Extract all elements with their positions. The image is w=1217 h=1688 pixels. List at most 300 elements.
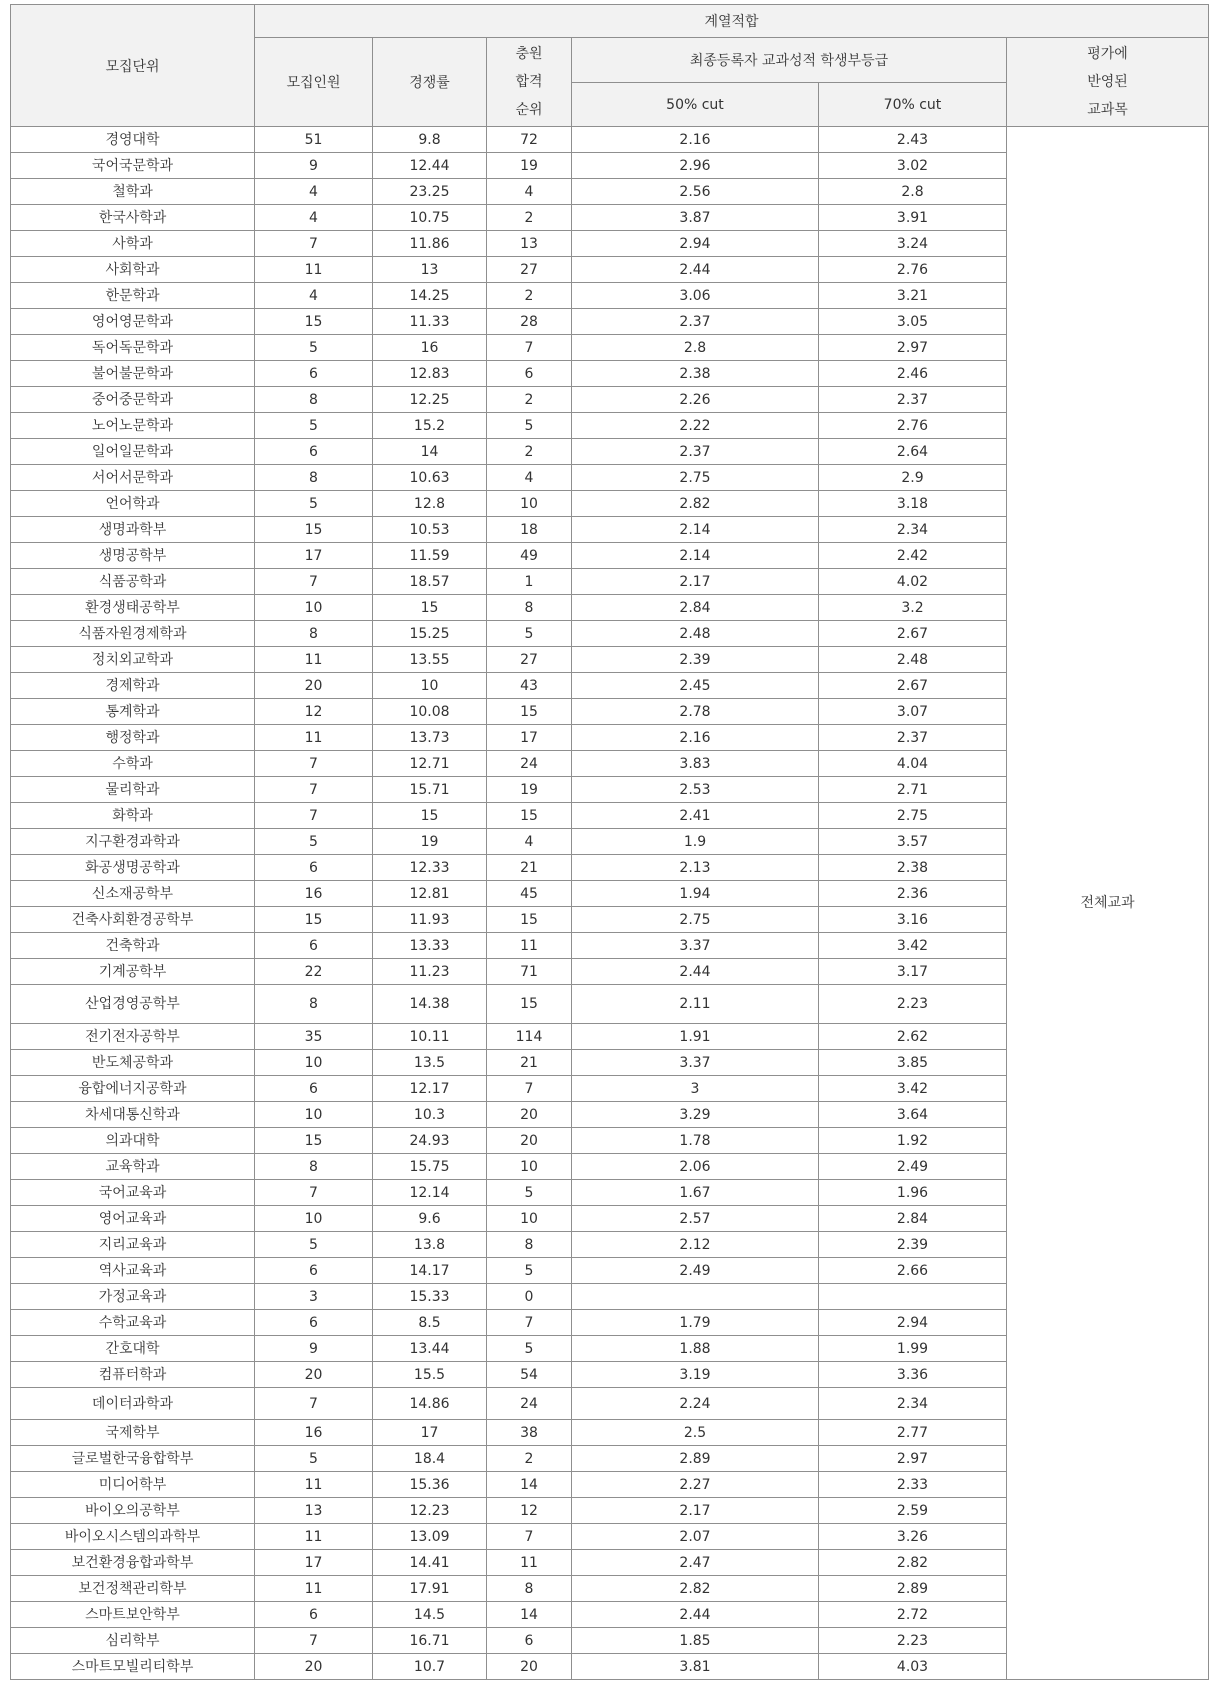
cell-waitlist-rank: 11 bbox=[487, 1550, 572, 1576]
cell-waitlist-rank: 72 bbox=[487, 127, 572, 153]
cell-unit: 한국사학과 bbox=[11, 205, 255, 231]
cell-competition: 14.17 bbox=[373, 1258, 487, 1284]
cell-waitlist-rank: 5 bbox=[487, 621, 572, 647]
cell-unit: 수학교육과 bbox=[11, 1310, 255, 1336]
cell-cut50: 2.11 bbox=[572, 985, 819, 1024]
cell-competition: 13.55 bbox=[373, 647, 487, 673]
cell-waitlist-rank: 27 bbox=[487, 257, 572, 283]
cell-waitlist-rank: 6 bbox=[487, 361, 572, 387]
cell-cut50: 2.39 bbox=[572, 647, 819, 673]
cell-capacity: 10 bbox=[255, 1102, 373, 1128]
cell-cut70: 3.24 bbox=[819, 231, 1007, 257]
cell-competition: 13.5 bbox=[373, 1050, 487, 1076]
cell-unit: 한문학과 bbox=[11, 283, 255, 309]
cell-waitlist-rank: 114 bbox=[487, 1024, 572, 1050]
cell-cut70: 2.48 bbox=[819, 647, 1007, 673]
cell-cut50: 2.53 bbox=[572, 777, 819, 803]
cell-cut50: 2.44 bbox=[572, 257, 819, 283]
cell-cut70: 3.21 bbox=[819, 283, 1007, 309]
cell-capacity: 20 bbox=[255, 1654, 373, 1680]
cell-unit: 전기전자공학부 bbox=[11, 1024, 255, 1050]
cell-cut70: 3.2 bbox=[819, 595, 1007, 621]
cell-competition: 15.33 bbox=[373, 1284, 487, 1310]
cell-cut50: 3.19 bbox=[572, 1362, 819, 1388]
cell-unit: 산업경영공학부 bbox=[11, 985, 255, 1024]
cell-unit: 환경생태공학부 bbox=[11, 595, 255, 621]
header-cut70: 70% cut bbox=[819, 83, 1007, 127]
cell-unit: 건축학과 bbox=[11, 933, 255, 959]
cell-cut70: 1.92 bbox=[819, 1128, 1007, 1154]
cell-waitlist-rank: 2 bbox=[487, 1446, 572, 1472]
cell-cut70: 4.02 bbox=[819, 569, 1007, 595]
cell-cut50: 2.44 bbox=[572, 959, 819, 985]
cell-cut50: 3 bbox=[572, 1076, 819, 1102]
cell-capacity: 8 bbox=[255, 387, 373, 413]
cell-unit: 생명공학부 bbox=[11, 543, 255, 569]
cell-competition: 11.86 bbox=[373, 231, 487, 257]
cell-competition: 12.25 bbox=[373, 387, 487, 413]
cell-competition: 12.33 bbox=[373, 855, 487, 881]
cell-cut70: 2.94 bbox=[819, 1310, 1007, 1336]
cell-competition: 14.38 bbox=[373, 985, 487, 1024]
cell-cut50: 3.06 bbox=[572, 283, 819, 309]
cell-cut50: 2.14 bbox=[572, 543, 819, 569]
cell-waitlist-rank: 19 bbox=[487, 777, 572, 803]
cell-capacity: 15 bbox=[255, 1128, 373, 1154]
cell-capacity: 7 bbox=[255, 1180, 373, 1206]
cell-cut50: 2.41 bbox=[572, 803, 819, 829]
cell-competition: 15 bbox=[373, 595, 487, 621]
cell-unit: 글로벌한국융합학부 bbox=[11, 1446, 255, 1472]
cell-unit: 경영대학 bbox=[11, 127, 255, 153]
cell-cut50: 2.78 bbox=[572, 699, 819, 725]
cell-unit: 미디어학부 bbox=[11, 1472, 255, 1498]
cell-cut70: 2.34 bbox=[819, 1388, 1007, 1420]
cell-cut70: 3.91 bbox=[819, 205, 1007, 231]
cell-cut50: 2.37 bbox=[572, 309, 819, 335]
cell-capacity: 5 bbox=[255, 1232, 373, 1258]
header-waitlist-line2: 합격 bbox=[515, 74, 543, 90]
cell-waitlist-rank: 24 bbox=[487, 1388, 572, 1420]
cell-competition: 13.73 bbox=[373, 725, 487, 751]
cell-capacity: 7 bbox=[255, 1388, 373, 1420]
cell-cut50: 2.38 bbox=[572, 361, 819, 387]
cell-competition: 16 bbox=[373, 335, 487, 361]
cell-competition: 10.08 bbox=[373, 699, 487, 725]
cell-unit: 스마트모빌리티학부 bbox=[11, 1654, 255, 1680]
cell-cut70 bbox=[819, 1284, 1007, 1310]
cell-unit: 서어서문학과 bbox=[11, 465, 255, 491]
cell-waitlist-rank: 14 bbox=[487, 1472, 572, 1498]
cell-capacity: 7 bbox=[255, 569, 373, 595]
cell-unit: 일어일문학과 bbox=[11, 439, 255, 465]
cell-cut50: 2.37 bbox=[572, 439, 819, 465]
cell-unit: 통계학과 bbox=[11, 699, 255, 725]
cell-competition: 15.5 bbox=[373, 1362, 487, 1388]
cell-capacity: 6 bbox=[255, 361, 373, 387]
cell-capacity: 9 bbox=[255, 1336, 373, 1362]
cell-capacity: 6 bbox=[255, 1602, 373, 1628]
cell-cut70: 2.37 bbox=[819, 387, 1007, 413]
cell-cut50: 2.75 bbox=[572, 465, 819, 491]
cell-competition: 9.6 bbox=[373, 1206, 487, 1232]
cell-cut50: 2.26 bbox=[572, 387, 819, 413]
cell-cut50: 1.85 bbox=[572, 1628, 819, 1654]
cell-competition: 9.8 bbox=[373, 127, 487, 153]
cell-unit: 식품자원경제학과 bbox=[11, 621, 255, 647]
cell-cut70: 2.8 bbox=[819, 179, 1007, 205]
cell-cut70: 3.42 bbox=[819, 1076, 1007, 1102]
cell-waitlist-rank: 38 bbox=[487, 1420, 572, 1446]
cell-cut50: 2.82 bbox=[572, 491, 819, 517]
cell-capacity: 11 bbox=[255, 725, 373, 751]
header-waitlist-line3: 순위 bbox=[515, 102, 543, 118]
cell-unit: 물리학과 bbox=[11, 777, 255, 803]
cell-cut70: 2.76 bbox=[819, 413, 1007, 439]
cell-competition: 13.8 bbox=[373, 1232, 487, 1258]
cell-unit: 불어불문학과 bbox=[11, 361, 255, 387]
cell-cut50: 2.57 bbox=[572, 1206, 819, 1232]
cell-unit: 바이오의공학부 bbox=[11, 1498, 255, 1524]
cell-cut70: 2.84 bbox=[819, 1206, 1007, 1232]
cell-unit: 영어영문학과 bbox=[11, 309, 255, 335]
cell-waitlist-rank: 5 bbox=[487, 1180, 572, 1206]
cell-waitlist-rank: 8 bbox=[487, 1232, 572, 1258]
cell-waitlist-rank: 27 bbox=[487, 647, 572, 673]
cell-capacity: 16 bbox=[255, 881, 373, 907]
cell-cut50: 1.67 bbox=[572, 1180, 819, 1206]
cell-unit: 사회학과 bbox=[11, 257, 255, 283]
cell-cut50: 2.47 bbox=[572, 1550, 819, 1576]
cell-competition: 12.44 bbox=[373, 153, 487, 179]
cell-cut50: 2.17 bbox=[572, 569, 819, 595]
cell-unit: 역사교육과 bbox=[11, 1258, 255, 1284]
cell-waitlist-rank: 11 bbox=[487, 933, 572, 959]
cell-waitlist-rank: 8 bbox=[487, 1576, 572, 1602]
cell-capacity: 7 bbox=[255, 777, 373, 803]
cell-capacity: 6 bbox=[255, 855, 373, 881]
cell-waitlist-rank: 2 bbox=[487, 283, 572, 309]
cell-unit: 신소재공학부 bbox=[11, 881, 255, 907]
cell-capacity: 11 bbox=[255, 1524, 373, 1550]
cell-waitlist-rank: 6 bbox=[487, 1628, 572, 1654]
cell-capacity: 6 bbox=[255, 1076, 373, 1102]
cell-cut70: 2.97 bbox=[819, 335, 1007, 361]
cell-competition: 15 bbox=[373, 803, 487, 829]
cell-competition: 12.23 bbox=[373, 1498, 487, 1524]
cell-competition: 11.23 bbox=[373, 959, 487, 985]
header-cut50: 50% cut bbox=[572, 83, 819, 127]
cell-cut70: 3.85 bbox=[819, 1050, 1007, 1076]
cell-waitlist-rank: 49 bbox=[487, 543, 572, 569]
cell-cut70: 3.26 bbox=[819, 1524, 1007, 1550]
cell-unit: 국제학부 bbox=[11, 1420, 255, 1446]
cell-unit: 경제학과 bbox=[11, 673, 255, 699]
cell-capacity: 20 bbox=[255, 1362, 373, 1388]
cell-cut70: 2.46 bbox=[819, 361, 1007, 387]
cell-unit: 화학과 bbox=[11, 803, 255, 829]
cell-cut70: 2.49 bbox=[819, 1154, 1007, 1180]
table-row bbox=[11, 127, 1209, 153]
cell-capacity: 4 bbox=[255, 283, 373, 309]
cell-capacity: 12 bbox=[255, 699, 373, 725]
cell-competition: 12.81 bbox=[373, 881, 487, 907]
cell-waitlist-rank: 20 bbox=[487, 1102, 572, 1128]
cell-cut70: 3.17 bbox=[819, 959, 1007, 985]
cell-competition: 12.83 bbox=[373, 361, 487, 387]
cell-competition: 16.71 bbox=[373, 1628, 487, 1654]
cell-waitlist-rank: 15 bbox=[487, 699, 572, 725]
header-subjects-line1: 평가에 bbox=[1087, 46, 1128, 62]
header-grades: 최종등록자 교과성적 학생부등급 bbox=[572, 38, 1007, 83]
header-group: 계열적합 bbox=[255, 5, 1209, 38]
cell-capacity: 3 bbox=[255, 1284, 373, 1310]
cell-cut70: 2.23 bbox=[819, 1628, 1007, 1654]
cell-cut70: 2.59 bbox=[819, 1498, 1007, 1524]
cell-unit: 식품공학과 bbox=[11, 569, 255, 595]
header-capacity: 모집인원 bbox=[255, 38, 373, 127]
cell-unit: 보건환경융합과학부 bbox=[11, 1550, 255, 1576]
cell-cut50: 2.14 bbox=[572, 517, 819, 543]
cell-waitlist-rank: 5 bbox=[487, 413, 572, 439]
cell-capacity: 7 bbox=[255, 751, 373, 777]
cell-cut70: 2.97 bbox=[819, 1446, 1007, 1472]
cell-waitlist-rank: 18 bbox=[487, 517, 572, 543]
cell-competition: 14.25 bbox=[373, 283, 487, 309]
cell-waitlist-rank: 7 bbox=[487, 1524, 572, 1550]
cell-cut70: 3.57 bbox=[819, 829, 1007, 855]
cell-competition: 13.33 bbox=[373, 933, 487, 959]
cell-cut70: 2.43 bbox=[819, 127, 1007, 153]
cell-competition: 15.75 bbox=[373, 1154, 487, 1180]
cell-cut50: 2.56 bbox=[572, 179, 819, 205]
cell-cut50: 2.24 bbox=[572, 1388, 819, 1420]
cell-unit: 행정학과 bbox=[11, 725, 255, 751]
cell-cut70: 2.89 bbox=[819, 1576, 1007, 1602]
table-body bbox=[11, 127, 1209, 1680]
cell-capacity: 8 bbox=[255, 1154, 373, 1180]
cell-waitlist-rank: 45 bbox=[487, 881, 572, 907]
cell-cut50: 2.82 bbox=[572, 1576, 819, 1602]
cell-cut50: 2.17 bbox=[572, 1498, 819, 1524]
cell-unit: 지리교육과 bbox=[11, 1232, 255, 1258]
cell-cut70: 2.67 bbox=[819, 621, 1007, 647]
cell-waitlist-rank: 17 bbox=[487, 725, 572, 751]
cell-cut50: 3.37 bbox=[572, 933, 819, 959]
cell-cut70: 2.9 bbox=[819, 465, 1007, 491]
cell-cut70: 2.33 bbox=[819, 1472, 1007, 1498]
cell-cut70: 2.36 bbox=[819, 881, 1007, 907]
cell-unit: 심리학부 bbox=[11, 1628, 255, 1654]
cell-waitlist-rank: 20 bbox=[487, 1654, 572, 1680]
cell-cut50: 1.94 bbox=[572, 881, 819, 907]
cell-cut50: 2.16 bbox=[572, 127, 819, 153]
cell-cut50: 3.29 bbox=[572, 1102, 819, 1128]
cell-cut70: 2.38 bbox=[819, 855, 1007, 881]
cell-waitlist-rank: 43 bbox=[487, 673, 572, 699]
cell-waitlist-rank: 71 bbox=[487, 959, 572, 985]
cell-cut50: 1.78 bbox=[572, 1128, 819, 1154]
cell-unit: 생명과학부 bbox=[11, 517, 255, 543]
cell-competition: 12.71 bbox=[373, 751, 487, 777]
cell-cut50: 2.75 bbox=[572, 907, 819, 933]
cell-capacity: 17 bbox=[255, 543, 373, 569]
cell-unit: 지구환경과학과 bbox=[11, 829, 255, 855]
cell-capacity: 17 bbox=[255, 1550, 373, 1576]
cell-waitlist-rank: 8 bbox=[487, 595, 572, 621]
cell-competition: 10.53 bbox=[373, 517, 487, 543]
cell-cut50: 2.16 bbox=[572, 725, 819, 751]
cell-cut50: 2.27 bbox=[572, 1472, 819, 1498]
cell-cut70: 2.66 bbox=[819, 1258, 1007, 1284]
cell-capacity: 5 bbox=[255, 1446, 373, 1472]
cell-capacity: 51 bbox=[255, 127, 373, 153]
cell-waitlist-rank: 2 bbox=[487, 205, 572, 231]
cell-unit: 차세대통신학과 bbox=[11, 1102, 255, 1128]
cell-cut70: 2.34 bbox=[819, 517, 1007, 543]
cell-competition: 13.09 bbox=[373, 1524, 487, 1550]
cell-cut50: 2.5 bbox=[572, 1420, 819, 1446]
cell-competition: 14.5 bbox=[373, 1602, 487, 1628]
cell-cut70: 3.05 bbox=[819, 309, 1007, 335]
cell-cut70: 3.36 bbox=[819, 1362, 1007, 1388]
cell-cut70: 4.04 bbox=[819, 751, 1007, 777]
cell-unit: 중어중문학과 bbox=[11, 387, 255, 413]
cell-capacity: 11 bbox=[255, 647, 373, 673]
cell-competition: 11.93 bbox=[373, 907, 487, 933]
cell-competition: 15.2 bbox=[373, 413, 487, 439]
cell-cut50: 2.49 bbox=[572, 1258, 819, 1284]
cell-competition: 12.17 bbox=[373, 1076, 487, 1102]
cell-competition: 11.33 bbox=[373, 309, 487, 335]
cell-unit: 컴퓨터학과 bbox=[11, 1362, 255, 1388]
cell-capacity: 15 bbox=[255, 309, 373, 335]
cell-unit: 교육학과 bbox=[11, 1154, 255, 1180]
cell-capacity: 6 bbox=[255, 933, 373, 959]
header-waitlist-rank bbox=[487, 38, 572, 127]
cell-competition: 10.75 bbox=[373, 205, 487, 231]
cell-competition: 17 bbox=[373, 1420, 487, 1446]
cell-cut70: 2.23 bbox=[819, 985, 1007, 1024]
cell-waitlist-rank: 28 bbox=[487, 309, 572, 335]
cell-cut70: 2.75 bbox=[819, 803, 1007, 829]
cell-capacity: 9 bbox=[255, 153, 373, 179]
cell-waitlist-rank: 5 bbox=[487, 1336, 572, 1362]
header-subjects bbox=[1007, 38, 1209, 127]
cell-waitlist-rank: 10 bbox=[487, 1206, 572, 1232]
cell-unit: 노어노문학과 bbox=[11, 413, 255, 439]
cell-cut50: 1.9 bbox=[572, 829, 819, 855]
cell-waitlist-rank: 19 bbox=[487, 153, 572, 179]
cell-capacity: 6 bbox=[255, 1310, 373, 1336]
cell-cut50: 2.94 bbox=[572, 231, 819, 257]
cell-cut50: 1.79 bbox=[572, 1310, 819, 1336]
cell-unit: 의과대학 bbox=[11, 1128, 255, 1154]
cell-cut70: 2.42 bbox=[819, 543, 1007, 569]
cell-unit: 국어국문학과 bbox=[11, 153, 255, 179]
header-waitlist-line1: 충원 bbox=[515, 46, 543, 62]
cell-capacity: 4 bbox=[255, 179, 373, 205]
cell-cut70: 3.18 bbox=[819, 491, 1007, 517]
cell-cut70: 1.99 bbox=[819, 1336, 1007, 1362]
cell-cut70: 4.03 bbox=[819, 1654, 1007, 1680]
cell-unit: 건축사회환경공학부 bbox=[11, 907, 255, 933]
cell-waitlist-rank: 4 bbox=[487, 465, 572, 491]
cell-competition: 19 bbox=[373, 829, 487, 855]
cell-capacity: 7 bbox=[255, 1628, 373, 1654]
cell-cut50: 2.44 bbox=[572, 1602, 819, 1628]
cell-competition: 18.57 bbox=[373, 569, 487, 595]
cell-waitlist-rank: 21 bbox=[487, 855, 572, 881]
admission-results-table bbox=[10, 4, 1209, 1680]
cell-subjects-all: 전체교과 bbox=[1007, 127, 1209, 1680]
cell-capacity: 5 bbox=[255, 829, 373, 855]
cell-capacity: 6 bbox=[255, 439, 373, 465]
cell-unit: 기계공학부 bbox=[11, 959, 255, 985]
cell-unit: 사학과 bbox=[11, 231, 255, 257]
cell-waitlist-rank: 13 bbox=[487, 231, 572, 257]
cell-cut50: 1.91 bbox=[572, 1024, 819, 1050]
header-unit: 모집단위 bbox=[11, 5, 255, 127]
cell-cut50: 3.83 bbox=[572, 751, 819, 777]
cell-waitlist-rank: 10 bbox=[487, 491, 572, 517]
cell-capacity: 6 bbox=[255, 1258, 373, 1284]
cell-capacity: 11 bbox=[255, 1576, 373, 1602]
cell-competition: 10.7 bbox=[373, 1654, 487, 1680]
cell-cut70: 2.39 bbox=[819, 1232, 1007, 1258]
cell-cut70: 2.76 bbox=[819, 257, 1007, 283]
cell-waitlist-rank: 12 bbox=[487, 1498, 572, 1524]
cell-cut50: 2.06 bbox=[572, 1154, 819, 1180]
cell-waitlist-rank: 10 bbox=[487, 1154, 572, 1180]
cell-cut70: 2.71 bbox=[819, 777, 1007, 803]
cell-waitlist-rank: 4 bbox=[487, 179, 572, 205]
cell-capacity: 11 bbox=[255, 257, 373, 283]
cell-cut50: 2.8 bbox=[572, 335, 819, 361]
cell-capacity: 15 bbox=[255, 907, 373, 933]
cell-cut50: 1.88 bbox=[572, 1336, 819, 1362]
cell-competition: 12.8 bbox=[373, 491, 487, 517]
cell-competition: 18.4 bbox=[373, 1446, 487, 1472]
cell-capacity: 10 bbox=[255, 1206, 373, 1232]
cell-competition: 12.14 bbox=[373, 1180, 487, 1206]
cell-capacity: 8 bbox=[255, 465, 373, 491]
cell-waitlist-rank: 7 bbox=[487, 335, 572, 361]
cell-capacity: 7 bbox=[255, 231, 373, 257]
cell-waitlist-rank: 21 bbox=[487, 1050, 572, 1076]
cell-capacity: 5 bbox=[255, 491, 373, 517]
cell-unit: 가정교육과 bbox=[11, 1284, 255, 1310]
cell-capacity: 5 bbox=[255, 413, 373, 439]
cell-unit: 바이오시스템의과학부 bbox=[11, 1524, 255, 1550]
cell-capacity: 15 bbox=[255, 517, 373, 543]
header-subjects-line3: 교과목 bbox=[1087, 102, 1128, 118]
cell-cut50: 2.48 bbox=[572, 621, 819, 647]
cell-cut70: 2.67 bbox=[819, 673, 1007, 699]
cell-cut50: 2.07 bbox=[572, 1524, 819, 1550]
cell-competition: 14.86 bbox=[373, 1388, 487, 1420]
cell-waitlist-rank: 24 bbox=[487, 751, 572, 777]
cell-competition: 14 bbox=[373, 439, 487, 465]
cell-capacity: 13 bbox=[255, 1498, 373, 1524]
cell-capacity: 11 bbox=[255, 1472, 373, 1498]
cell-unit: 데이터과학과 bbox=[11, 1388, 255, 1420]
cell-cut70: 3.16 bbox=[819, 907, 1007, 933]
cell-unit: 국어교육과 bbox=[11, 1180, 255, 1206]
cell-competition: 17.91 bbox=[373, 1576, 487, 1602]
cell-unit: 화공생명공학과 bbox=[11, 855, 255, 881]
cell-cut50: 2.96 bbox=[572, 153, 819, 179]
